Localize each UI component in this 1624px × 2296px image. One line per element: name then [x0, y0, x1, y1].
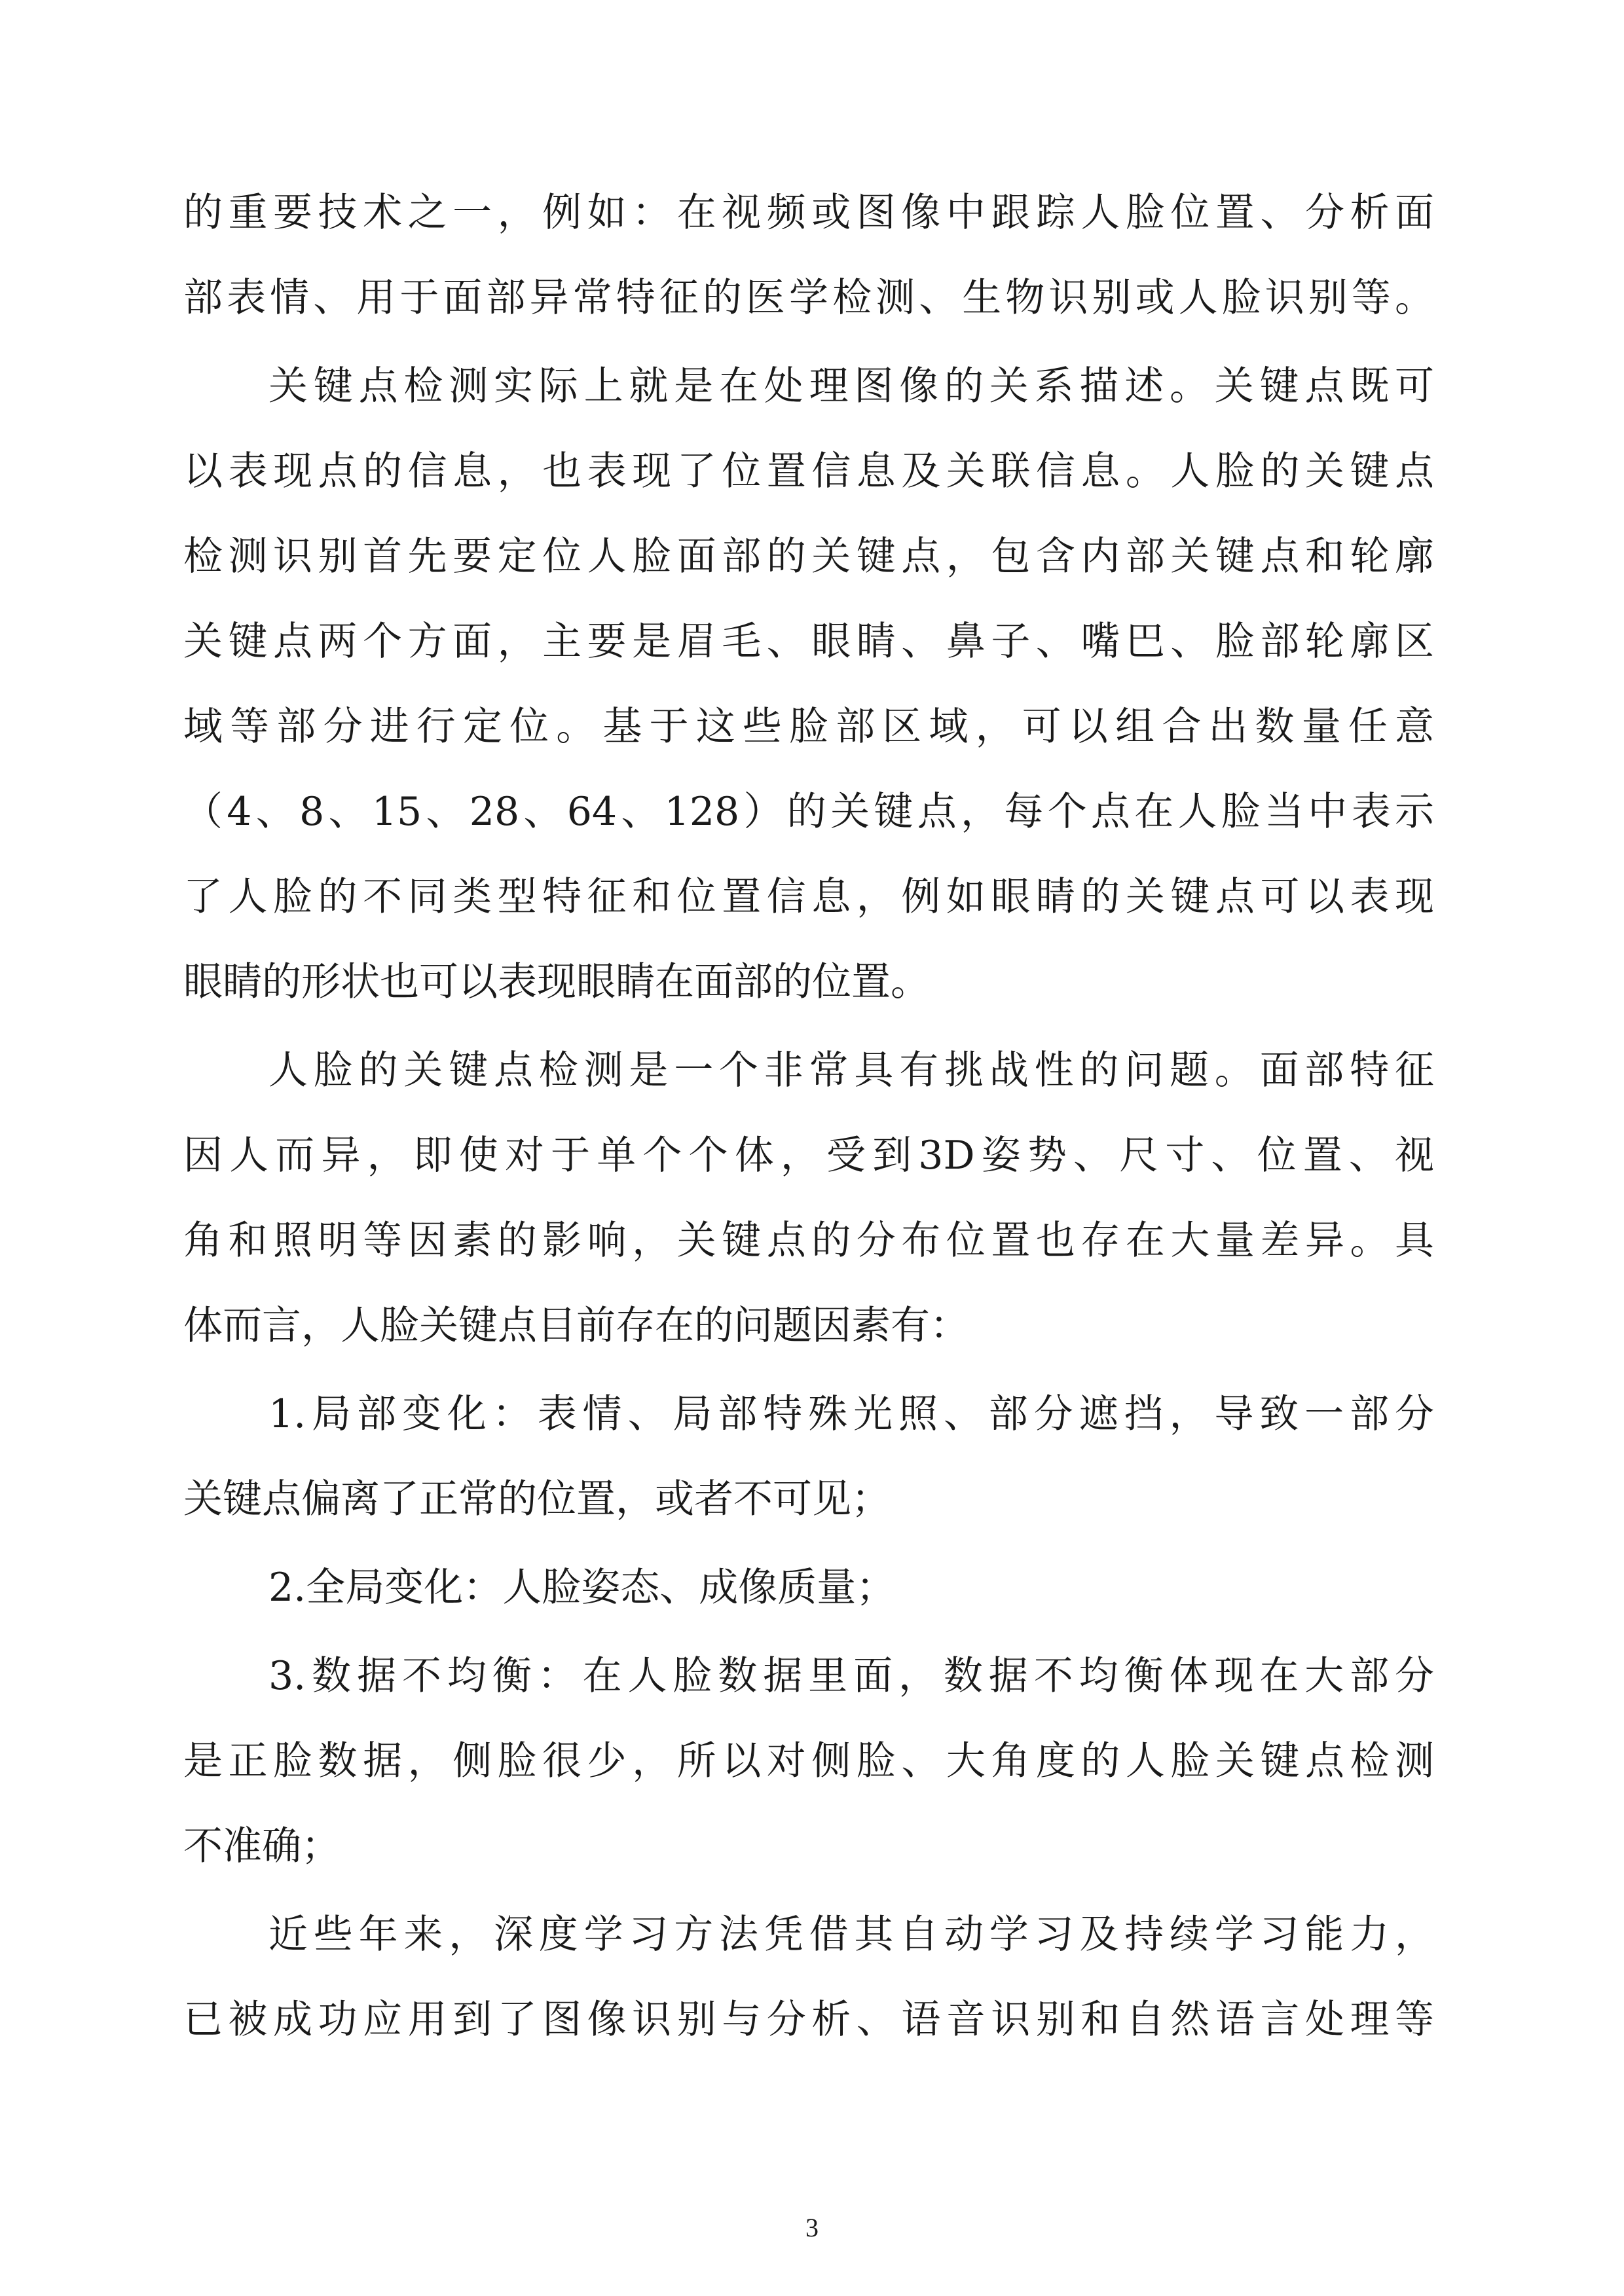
text-line: 关键点偏离了正常的位置，或者不可见； — [183, 1476, 891, 1522]
text-line: 检测识别首先要定位人脸面部的关键点，包含内部关键点和轮廓 — [183, 534, 1434, 579]
text-line: 关键点两个方面，主要是眉毛、眼睛、鼻子、嘴巴、脸部轮廓区 — [183, 619, 1434, 665]
text-line: 以表现点的信息，也表现了位置信息及关联信息。人脸的关键点 — [183, 448, 1434, 494]
text-line: 已被成功应用到了图像识别与分析、语音识别和自然语言处理等 — [183, 1997, 1434, 2043]
paragraph-start-line: 关键点检测实际上就是在处理图像的关系描述。关键点既可 — [268, 363, 1434, 409]
text-line: 的重要技术之一，例如：在视频或图像中跟踪人脸位置、分析面 — [183, 190, 1434, 236]
list-item-line: 3.数据不均衡：在人脸数据里面，数据不均衡体现在大部分 — [268, 1653, 1434, 1699]
paragraph-start-line: 近些年来，深度学习方法凭借其自动学习及持续学习能力， — [268, 1912, 1434, 1958]
text-line: 了人脸的不同类型特征和位置信息，例如眼睛的关键点可以表现 — [183, 874, 1434, 920]
text-line: 部表情、用于面部异常特征的医学检测、生物识别或人脸识别等。 — [183, 275, 1434, 321]
text-line: 是正脸数据，侧脸很少，所以对侧脸、大角度的人脸关键点检测 — [183, 1738, 1434, 1784]
text-line: 体而言，人脸关键点目前存在的问题因素有： — [183, 1303, 969, 1349]
text-line: （4、8、15、28、64、128）的关键点，每个点在人脸当中表示 — [183, 789, 1434, 835]
page-number: 3 — [805, 2213, 819, 2242]
text-line: 因人而异，即使对于单个个体，受到3D姿势、尺寸、位置、视 — [183, 1133, 1434, 1178]
text-line: 角和照明等因素的影响，关键点的分布位置也存在大量差异。具 — [183, 1218, 1434, 1264]
text-line: 不准确； — [183, 1823, 341, 1869]
list-item-line: 1.局部变化：表情、局部特殊光照、部分遮挡，导致一部分 — [268, 1391, 1434, 1437]
paragraph-start-line: 人脸的关键点检测是一个非常具有挑战性的问题。面部特征 — [268, 1048, 1434, 1093]
text-line: 域等部分进行定位。基于这些脸部区域，可以组合出数量任意 — [183, 704, 1434, 750]
list-item-line: 2.全局变化：人脸姿态、成像质量； — [268, 1565, 896, 1611]
text-line: 眼睛的形状也可以表现眼睛在面部的位置。 — [183, 959, 930, 1005]
